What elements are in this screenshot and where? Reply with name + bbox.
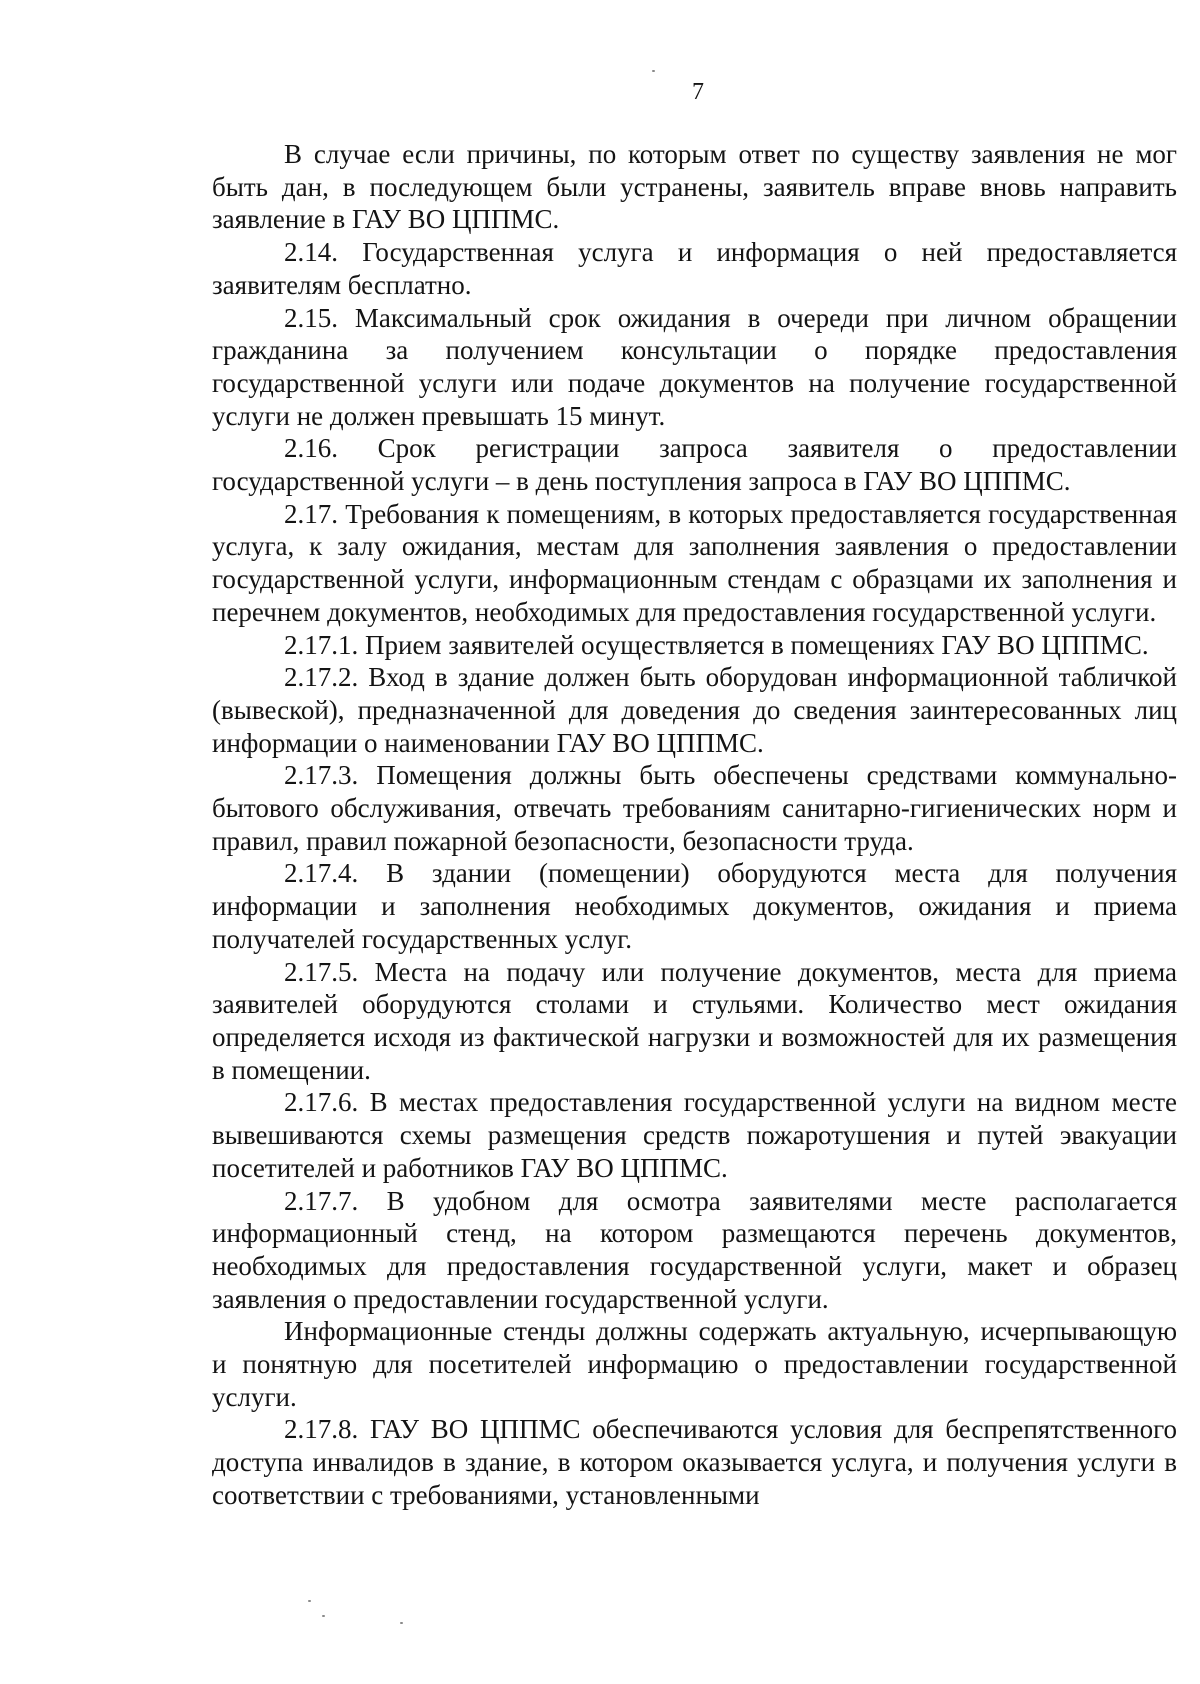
paragraph-2-17-6: 2.17.6. В местах предоставления государственной услуги на видном месте вывешиваются схемы размещения средств пожаротушения и путей эвакуации посетителей и работников ГАУ ВО ЦППМС.: [212, 1087, 1177, 1183]
document-body: [212, 138, 1177, 1512]
paragraph-2-17-3: 2.17.3. Помещения должны быть обеспечены средствами коммунально-бытового обслуживания, отвечать требованиям санитарно-гигиенических норм и правил, правил пожарной безопасности, безопасности труда.: [212, 760, 1177, 856]
paragraph-2-17-7: 2.17.7. В удобном для осмотра заявителями месте располагается информационный стенд, на котором размещаются перечень документов, необходимых для предоставления государственной услуги, макет и образец заявления о предоставлении государственной услуги.: [212, 1185, 1177, 1314]
paragraph-2-17: 2.17. Требования к помещениям, в которых предоставляется государственная услуга, к залу ожидания, местам для заполнения заявления о предоставлении государственной услуги, информационным стендам с образцами их заполнения и перечнем документов, необходимых для предоставления государственной услуги.: [212, 498, 1177, 627]
page-number: 7: [692, 79, 704, 105]
paragraph-2-17-5: 2.17.5. Места на подачу или получение документов, места для приема заявителей оборудуются столами и стульями. Количество мест ожидания определяется исходя из фактической нагрузки и возможностей для их размещения в помещении.: [212, 956, 1177, 1085]
paragraph-info-stands: Информационные стенды должны содержать актуальную, исчерпывающую и понятную для посетителей информацию о предоставлении государственной услуги.: [212, 1316, 1177, 1412]
paragraph-2-17-4: 2.17.4. В здании (помещении) оборудуются места для получения информации и заполнения необходимых документов, ожидания и приема получателей государственных услуг.: [212, 858, 1177, 954]
scan-speck: [322, 1615, 325, 1617]
scan-speck: [652, 70, 655, 72]
paragraph-2-15: 2.15. Максимальный срок ожидания в очереди при личном обращении гражданина за получением консультации о порядке предоставления государственной услуги или подаче документов на получение государственной услуги не должен превышать 15 минут.: [212, 302, 1177, 431]
paragraph-2-16: 2.16. Срок регистрации запроса заявителя о предоставлении государственной услуги – в день поступления запроса в ГАУ ВО ЦППМС.: [212, 433, 1177, 497]
scan-speck: [400, 1622, 403, 1624]
paragraph-2-17-8: 2.17.8. ГАУ ВО ЦППМС обеспечиваются условия для беспрепятственного доступа инвалидов в здание, в котором оказывается услуга, и получения услуги в соответствии с требованиями, установленными: [212, 1414, 1177, 1510]
paragraph-2-17-2: 2.17.2. Вход в здание должен быть оборудован информационной табличкой (вывеской), предназначенной для доведения до сведения заинтересованных лиц информации о наименовании ГАУ ВО ЦППМС.: [212, 662, 1177, 758]
scan-speck: [308, 1600, 311, 1602]
paragraph-reconsideration: В случае если причины, по которым ответ по существу заявления не мог быть дан, в последующем были устранены, заявитель вправе вновь направить заявление в ГАУ ВО ЦППМС.: [212, 139, 1177, 235]
paragraph-2-17-1: 2.17.1. Прием заявителей осуществляется в помещениях ГАУ ВО ЦППМС.: [284, 629, 1149, 660]
paragraph-2-14: 2.14. Государственная услуга и информация о ней предоставляется заявителям бесплатно.: [212, 237, 1177, 300]
